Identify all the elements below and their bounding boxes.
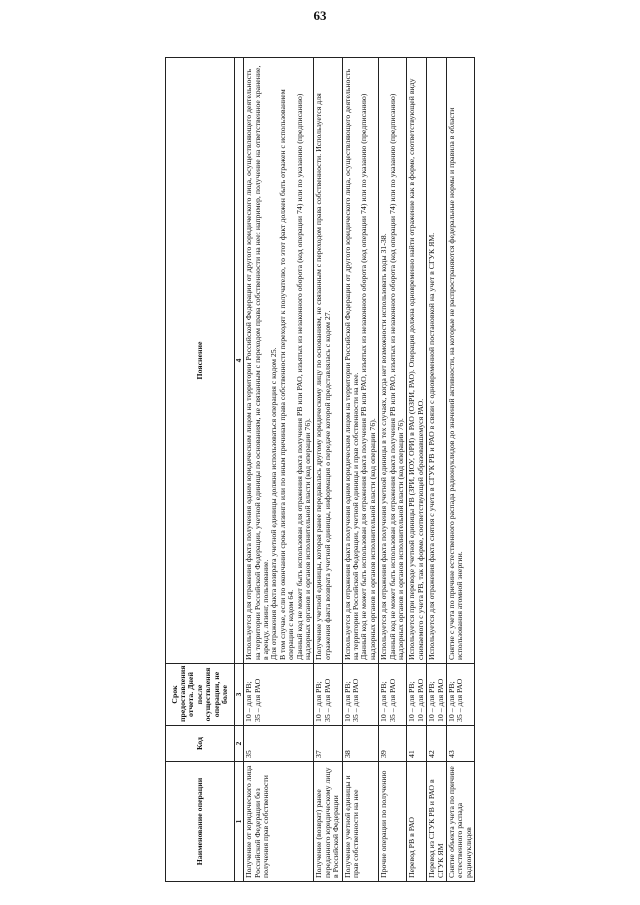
header-operation-name: Наименование операции bbox=[166, 762, 235, 882]
operation-name: Перевод из СГУК РВ и РАО в СГУК ЯМ bbox=[427, 762, 447, 882]
explanation-paragraph: Для отражения факта возврата учетной единицы должна использоваться операция с кодом 25. bbox=[269, 347, 279, 660]
explanation-paragraph: Данный код не может быть использован для отражения факта получения РВ или РАО, изъятых из незаконного оборота (код операции 74) или по указанию (предписанию) надзорных органов и органов исполнительной власти (код операции 76). bbox=[387, 93, 405, 660]
report-term bbox=[314, 664, 342, 726]
table-row bbox=[427, 58, 447, 882]
operation-code: 38 bbox=[342, 726, 379, 762]
header-code: Код bbox=[166, 726, 235, 762]
explanation-paragraph: Данный код не может быть использован для отражения факта получения РВ или РАО, изъятых из незаконного оборота (код операции 74) или по указанию (предписанию) надзорных органов и органов исполнительной власти (код операции 76). bbox=[359, 93, 377, 660]
term-line: 10 – для РВ; bbox=[427, 681, 437, 722]
explanation-paragraph: В том случае, если по окончании срока лизинга или по иным причинам права собственности переходят к получателю, то этот факт должен быть отражен с использованием операции с кодом 64. bbox=[277, 89, 296, 660]
operation-code: 39 bbox=[379, 726, 407, 762]
report-term bbox=[244, 664, 314, 726]
explanation-paragraph: Используется для отражения факта получения одним юридическим лицом на территории Российской Федерации от другого юридического лица, осуществляющего деятельность на территории Российской Федерации, учетной единицы и прав собственности на нее. bbox=[342, 68, 360, 660]
table-row bbox=[244, 58, 314, 882]
operation-code: 41 bbox=[407, 726, 427, 762]
explanation-paragraph: Используется для отражения факта снятия с учета в СГУК РВ и РАО в связи с одновременной постановкой на учет в СГУК ЯМ. bbox=[427, 232, 437, 660]
report-term bbox=[379, 664, 407, 726]
term-line: 10 – для РВ; bbox=[244, 681, 254, 722]
table-header-row bbox=[166, 58, 235, 882]
operation-explanation bbox=[342, 58, 379, 664]
term-line: 35 – для РАО bbox=[252, 678, 262, 722]
term-line: 10 – для РАО bbox=[415, 678, 425, 722]
report-term bbox=[342, 664, 379, 726]
report-term bbox=[427, 664, 447, 726]
table-row bbox=[379, 58, 407, 882]
term-line: 35 – для РАО bbox=[387, 678, 397, 722]
page-number: 63 bbox=[313, 8, 327, 23]
operation-name: Получение от юридического лица Российской Федерации без получения прав собственности bbox=[244, 762, 314, 882]
term-line: 10 – для РВ; bbox=[342, 681, 352, 722]
rotated-table-container bbox=[165, 57, 555, 882]
term-line: 10 – для РАО bbox=[435, 678, 445, 722]
table-row bbox=[447, 58, 475, 882]
report-term bbox=[407, 664, 427, 726]
operation-code: 35 bbox=[244, 726, 314, 762]
table-row bbox=[314, 58, 342, 882]
operation-explanation bbox=[427, 58, 447, 664]
index-cell: 2 bbox=[235, 726, 244, 762]
table-index-row bbox=[235, 58, 244, 882]
index-cell: 1 bbox=[235, 762, 244, 882]
rotated-page-area bbox=[165, 57, 555, 882]
explanation-paragraph: Используется для отражения факта получения учетной единицы в тех случаях, когда нет возможности использовать коды 31-38. bbox=[379, 233, 389, 660]
term-line: 35 – для РАО bbox=[350, 678, 360, 722]
term-line: 35 – для РАО bbox=[455, 678, 465, 722]
term-line: 10 – для РВ; bbox=[447, 681, 457, 722]
table-row bbox=[342, 58, 379, 882]
term-line: 10 – для РВ; bbox=[314, 681, 324, 722]
operation-explanation bbox=[407, 58, 427, 664]
index-cell: 3 bbox=[235, 664, 244, 726]
operation-explanation bbox=[379, 58, 407, 664]
operation-name: Получение учетной единицы и прав собственности на нее bbox=[342, 762, 379, 882]
operation-name: Получение (возврат) ранее переданного юридическому лицу в Российской Федерации bbox=[314, 762, 342, 882]
explanation-paragraph: Данный код не может быть использован для отражения факта получения РВ или РАО, изъятых из незаконного оборота (код операции 74) или по указанию (предписанию) надзорных органов и органов исполнительной власти (код операции 76). bbox=[294, 93, 312, 660]
operation-code: 42 bbox=[427, 726, 447, 762]
header-explanation: Пояснение bbox=[166, 58, 235, 664]
operation-explanation bbox=[447, 58, 475, 664]
operation-explanation bbox=[314, 58, 342, 664]
operation-explanation bbox=[244, 58, 314, 664]
table-row bbox=[407, 58, 427, 882]
explanation-paragraph: Получение учетной единицы, которая ранее передавалась другому юридическому лицу по основаниям, не связанным с переходом права собственности. Используется для отражения факта возврата учетной единицы, информация о передаче которой представлялась с кодом 27. bbox=[314, 93, 332, 660]
report-term bbox=[447, 664, 475, 726]
term-line: 10 – для РВ; bbox=[407, 681, 417, 722]
operation-name: Перевод РВ в РАО bbox=[407, 762, 427, 882]
operations-table bbox=[165, 57, 475, 882]
explanation-paragraph: Используется при переводе учетной единицы РВ (ЗРИ, ИОУ, ОРИ) в РАО (ОЗРИ, РАО). Операция должна одновременно найти отражение как в форме, соответствующей виду снимаемого с учета РВ, так и форме, соответствующей образовавшемуся РАО. bbox=[407, 78, 425, 660]
header-report-term: Срок предоставления отчета. Дней после осуществления операции, не более bbox=[166, 664, 235, 726]
explanation-paragraph: Снятие с учета по причине естественного распада радионуклидов до значений активности, на которые не распространяются федеральные нормы и правила в области использования атомной энергии. bbox=[447, 107, 465, 660]
explanation-paragraph: Используется для отражения факта получения одним юридическим лицом на территории Российской Федерации от другого юридического лица, осуществляющего деятельность на территории Российской Федерации, учетной единицы по основаниям, не связанным с переходом права собственности на нее: например, получение на ответственное хранение, в аренду, лизинг, пользование. bbox=[244, 65, 270, 660]
operation-code: 37 bbox=[314, 726, 342, 762]
operation-name: Прочие операции по получению bbox=[379, 762, 407, 882]
operation-code: 43 bbox=[447, 726, 475, 762]
term-line: 10 – для РВ; bbox=[379, 681, 389, 722]
index-cell: 4 bbox=[235, 58, 244, 664]
operation-name: Снятие объекта учета по причине естественного распада радионуклидов bbox=[447, 762, 475, 882]
term-line: 35 – для РАО bbox=[322, 678, 332, 722]
